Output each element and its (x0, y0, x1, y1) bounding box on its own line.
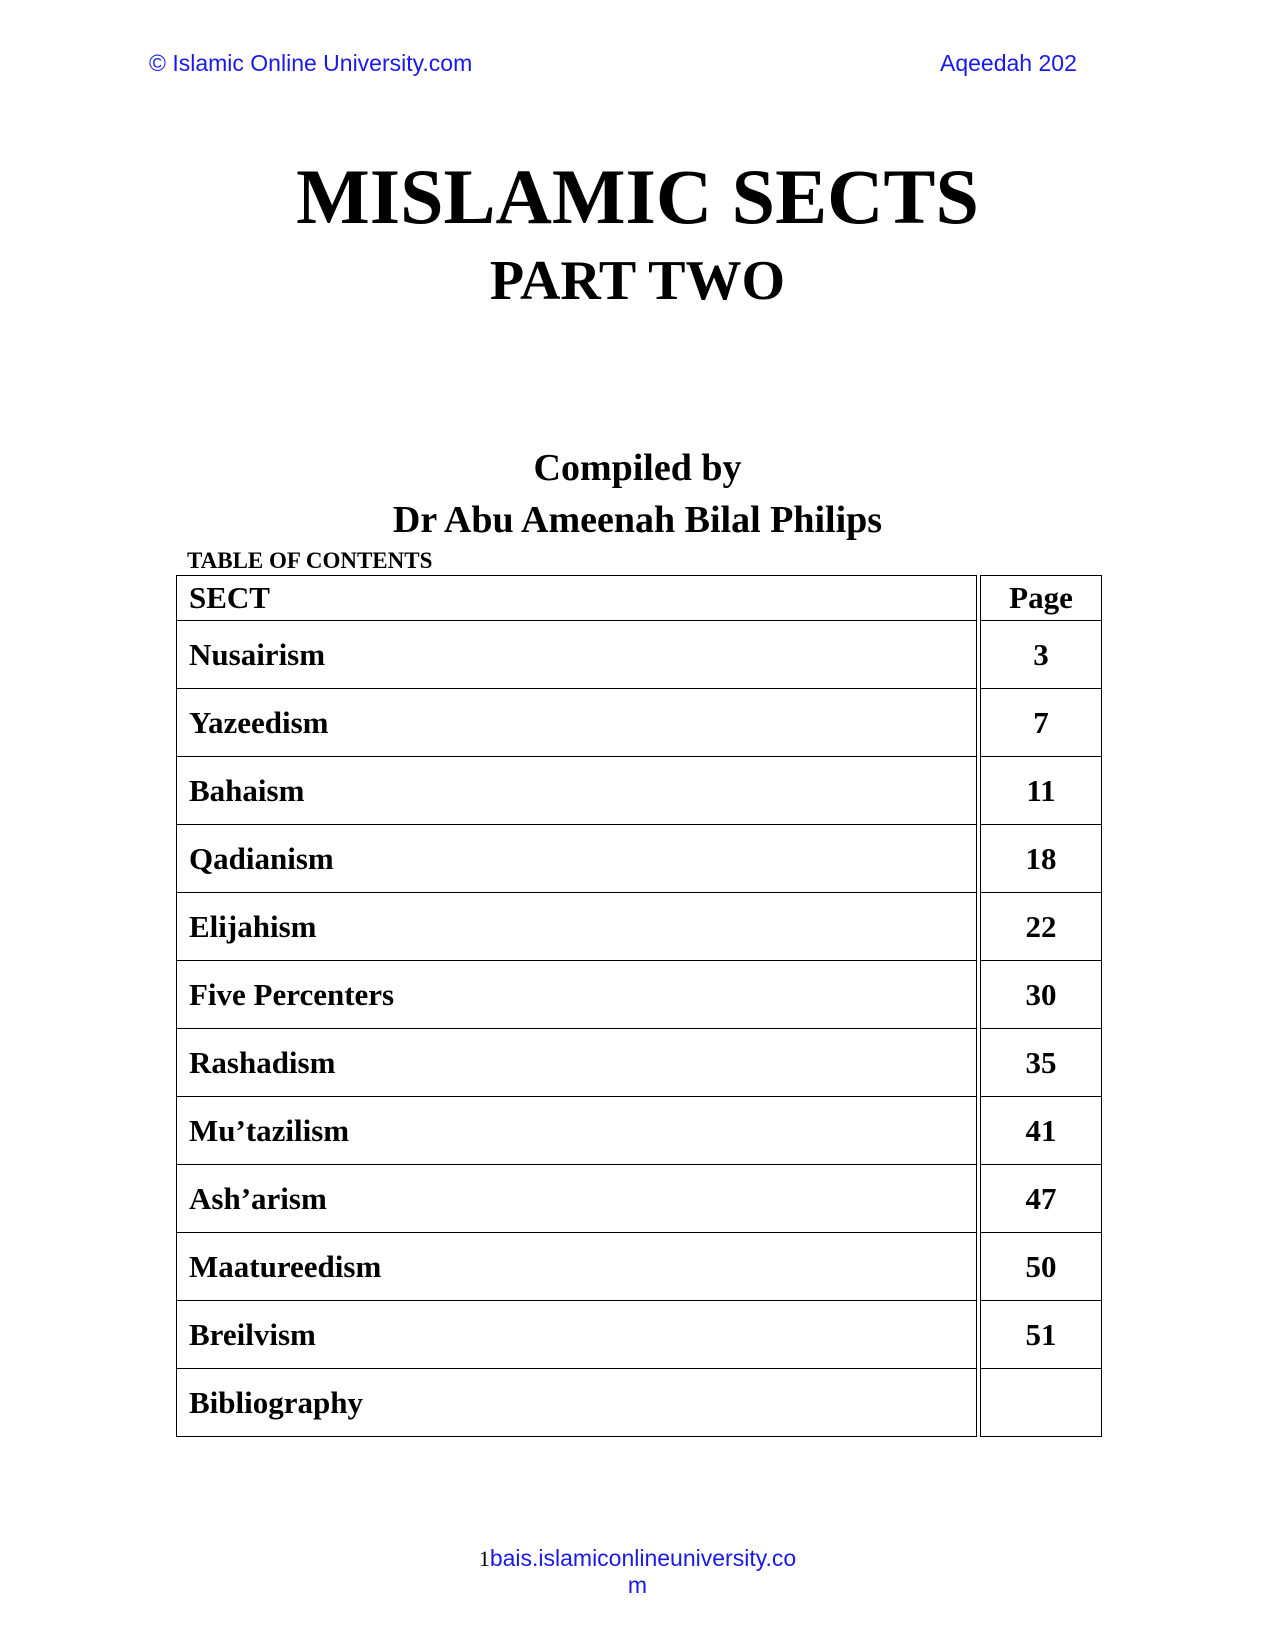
page-footer (0, 1545, 1275, 1598)
toc-page-number: 35 (980, 1028, 1102, 1096)
toc-sect-name: Qadianism (176, 824, 977, 892)
toc-row (176, 688, 1102, 756)
toc-sect-name: Ash’arism (176, 1164, 977, 1232)
toc-page-number: 30 (980, 960, 1102, 1028)
toc-page-number (980, 1368, 1102, 1437)
document-title: MISLAMIC SECTS (296, 153, 979, 240)
header-copyright: © Islamic Online University.com (149, 50, 473, 76)
toc-row (176, 892, 1102, 960)
toc-page-number: 41 (980, 1096, 1102, 1164)
toc-sect-name: Bahaism (176, 756, 977, 824)
toc-page-number: 51 (980, 1300, 1102, 1368)
toc-sect-name: Elijahism (176, 892, 977, 960)
toc-column-page: Page (980, 575, 1102, 620)
toc-sect-name: Maatureedism (176, 1232, 977, 1300)
toc-row (176, 1368, 1102, 1437)
toc-page-number: 7 (980, 688, 1102, 756)
toc-row (176, 1028, 1102, 1096)
toc-table (176, 575, 1102, 1437)
toc-page-number: 18 (980, 824, 1102, 892)
toc-row (176, 824, 1102, 892)
toc-page-number: 3 (980, 620, 1102, 688)
toc-heading: TABLE OF CONTENTS (187, 548, 433, 573)
toc-page-number: 11 (980, 756, 1102, 824)
footer-url-line1[interactable]: bais.islamiconlineuniversity.co (489, 1545, 797, 1571)
toc-sect-name: Rashadism (176, 1028, 977, 1096)
page-number: 1 (478, 1546, 490, 1571)
toc-sect-name: Five Percenters (176, 960, 977, 1028)
toc-row (176, 1232, 1102, 1300)
toc-page-number: 22 (980, 892, 1102, 960)
header-course-code: Aqeedah 202 (940, 50, 1077, 76)
toc-row (176, 620, 1102, 688)
document-subtitle: PART TWO (489, 250, 786, 312)
toc-page-number: 47 (980, 1164, 1102, 1232)
toc-sect-name: Breilvism (176, 1300, 977, 1368)
toc-row (176, 1164, 1102, 1232)
toc-header-row (176, 575, 1102, 620)
toc-sect-name: Nusairism (176, 620, 977, 688)
toc-sect-name: Mu’tazilism (176, 1096, 977, 1164)
toc-sect-name: Bibliography (176, 1368, 977, 1437)
footer-url-line2[interactable]: m (627, 1572, 648, 1598)
toc-row (176, 756, 1102, 824)
author-name: Dr Abu Ameenah Bilal Philips (392, 499, 883, 541)
toc-page-number: 50 (980, 1232, 1102, 1300)
toc-row (176, 1096, 1102, 1164)
compiled-by-label: Compiled by (533, 447, 742, 489)
toc-row (176, 960, 1102, 1028)
toc-row (176, 1300, 1102, 1368)
toc-column-sect: SECT (176, 575, 977, 620)
toc-sect-name: Yazeedism (176, 688, 977, 756)
